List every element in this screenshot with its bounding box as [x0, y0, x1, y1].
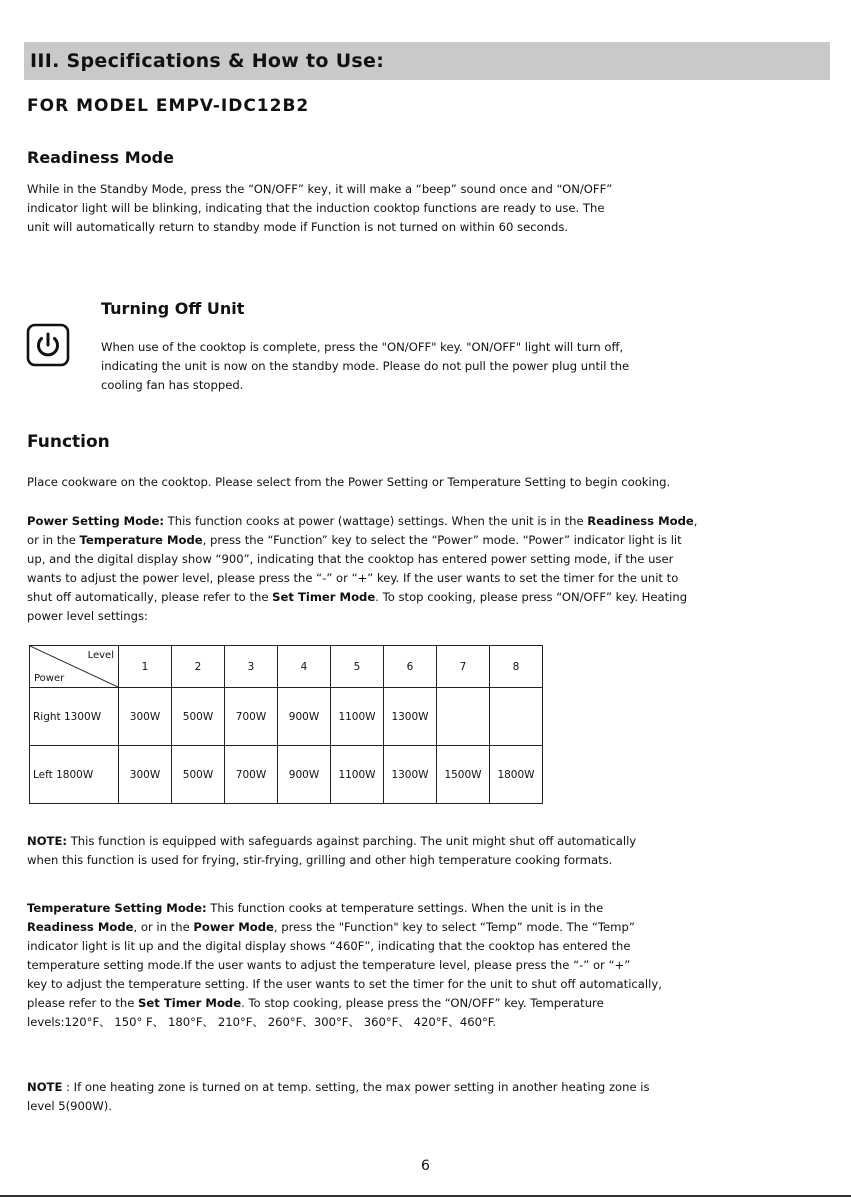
table-cell: 1800W [490, 746, 543, 804]
power-mode-temperature-ref: Temperature Mode [79, 533, 203, 547]
note-parching [27, 832, 837, 870]
temp-mode-timer-ref: Set Timer Mode [138, 996, 242, 1010]
note-label: NOTE: [27, 834, 68, 848]
table-cell: 700W [225, 688, 278, 746]
turning-off-heading: Turning Off Unit [101, 299, 245, 318]
table-cell: 700W [225, 746, 278, 804]
temp-mode-readiness-ref: Readiness Mode [27, 920, 134, 934]
page-bottom-rule [0, 1195, 851, 1197]
row-label: Left 1800W [30, 746, 119, 804]
table-cell: 300W [119, 746, 172, 804]
temp-mode-text-1: This function cooks at temperature settings. When the unit is in the [210, 901, 604, 915]
table-cell: 900W [278, 688, 331, 746]
power-level-table [29, 645, 543, 804]
row-label: Right 1300W [30, 688, 119, 746]
power-mode-timer-ref: Set Timer Mode [272, 590, 376, 604]
power-icon [26, 323, 70, 367]
section-banner [24, 42, 830, 80]
section-title: III. Specifications & How to Use: [30, 50, 385, 72]
level-header: 2 [172, 646, 225, 688]
table-header-row [30, 646, 543, 688]
table-cell: 300W [119, 688, 172, 746]
level-header: 7 [437, 646, 490, 688]
level-header: 4 [278, 646, 331, 688]
table-row [30, 688, 543, 746]
temp-mode-label: Temperature Setting Mode: [27, 901, 207, 915]
power-mode-text-3: , press the “Function” key to select the “Power” mode. “Power” indicator light is lit up, and the digital display show “900”, indicating that the cooktop has entered power setting mode, if the user wants to adjust the power level, please press the “-” or “+” key. If the user wants to set the timer for the unit to shut off automatically, please refer to the [27, 533, 682, 604]
temp-mode-text-4: . To stop cooking, please press the “ON/OFF” key. Temperature levels:120°F、 150° F、 180°F、 210°F、 260°F、300°F、 360°F、 420°F、460°F. [27, 996, 604, 1029]
readiness-text: While in the Standby Mode, press the “ON/OFF” key, it will make a “beep” sound once and “ON/OFF” indicator light will be blinking, indicating that the induction cooktop functions are ready to use. The unit will automatically return to standby mode if Function is not turned on within 60 seconds. [27, 182, 613, 234]
table-cell: 1500W [437, 746, 490, 804]
table-cell [437, 688, 490, 746]
level-header: 3 [225, 646, 278, 688]
table-cell: 1300W [384, 746, 437, 804]
table-cell: 1100W [331, 746, 384, 804]
table-cell: 1300W [384, 688, 437, 746]
temp-mode-text-3: , press the "Function" key to select “Temp” mode. The “Temp” indicator light is lit up and the digital display shows “460F”, indicating that the cooktop has entered the temperature setting mode.If the user wants to adjust the temperature level, please press the “-” or “+” key to adjust the temperature setting. If the user wants to set the timer for the unit to shut off automatically, please refer to the [27, 920, 662, 1010]
turning-off-text: When use of the cooktop is complete, press the "ON/OFF" key. "ON/OFF" light will turn off, indicating the unit is now on the standby mode. Please do not pull the power plug until the cooling fan has stopped. [101, 340, 630, 392]
level-header: 1 [119, 646, 172, 688]
note-text: : If one heating zone is turned on at temp. setting, the max power setting in another heating zone is level 5(900W). [27, 1080, 650, 1113]
table-cell: 500W [172, 688, 225, 746]
level-header: 6 [384, 646, 437, 688]
model-title: FOR MODEL EMPV-IDC12B2 [27, 96, 310, 116]
temp-mode-text-2: , or in the [133, 920, 194, 934]
function-heading: Function [27, 432, 110, 452]
level-header: 5 [331, 646, 384, 688]
power-mode-text-1: This function cooks at power (wattage) settings. When the unit is in the [163, 514, 588, 528]
table-cell: 500W [172, 746, 225, 804]
temp-mode-power-ref: Power Mode [193, 920, 274, 934]
power-mode-paragraph [27, 512, 837, 626]
table-corner-cell [30, 646, 119, 688]
readiness-heading: Readiness Mode [27, 148, 174, 167]
corner-power-label: Power [34, 673, 65, 684]
corner-level-label: Level [87, 650, 114, 661]
table-cell [490, 688, 543, 746]
table-cell: 900W [278, 746, 331, 804]
power-mode-label: Power Setting Mode: [27, 514, 164, 528]
level-header: 8 [490, 646, 543, 688]
power-mode-text-4: . To stop cooking, please press “ON/OFF” key. Heating power level settings: [27, 590, 688, 623]
table-row [30, 746, 543, 804]
note-text: This function is equipped with safeguards against parching. The unit might shut off automatically when this function is used for frying, stir-frying, grilling and other high temperature cooking formats. [27, 834, 637, 867]
page-number: 6 [421, 1158, 430, 1174]
power-mode-text-2: , or in the [27, 514, 698, 547]
note-label: NOTE [27, 1080, 63, 1094]
power-mode-readiness-link: Readiness Mode [587, 514, 694, 528]
table-cell: 1100W [331, 688, 384, 746]
temp-mode-paragraph [27, 899, 842, 1032]
function-intro: Place cookware on the cooktop. Please select from the Power Setting or Temperature Setting to begin cooking. [27, 475, 671, 489]
note-heating-zone [27, 1078, 837, 1116]
